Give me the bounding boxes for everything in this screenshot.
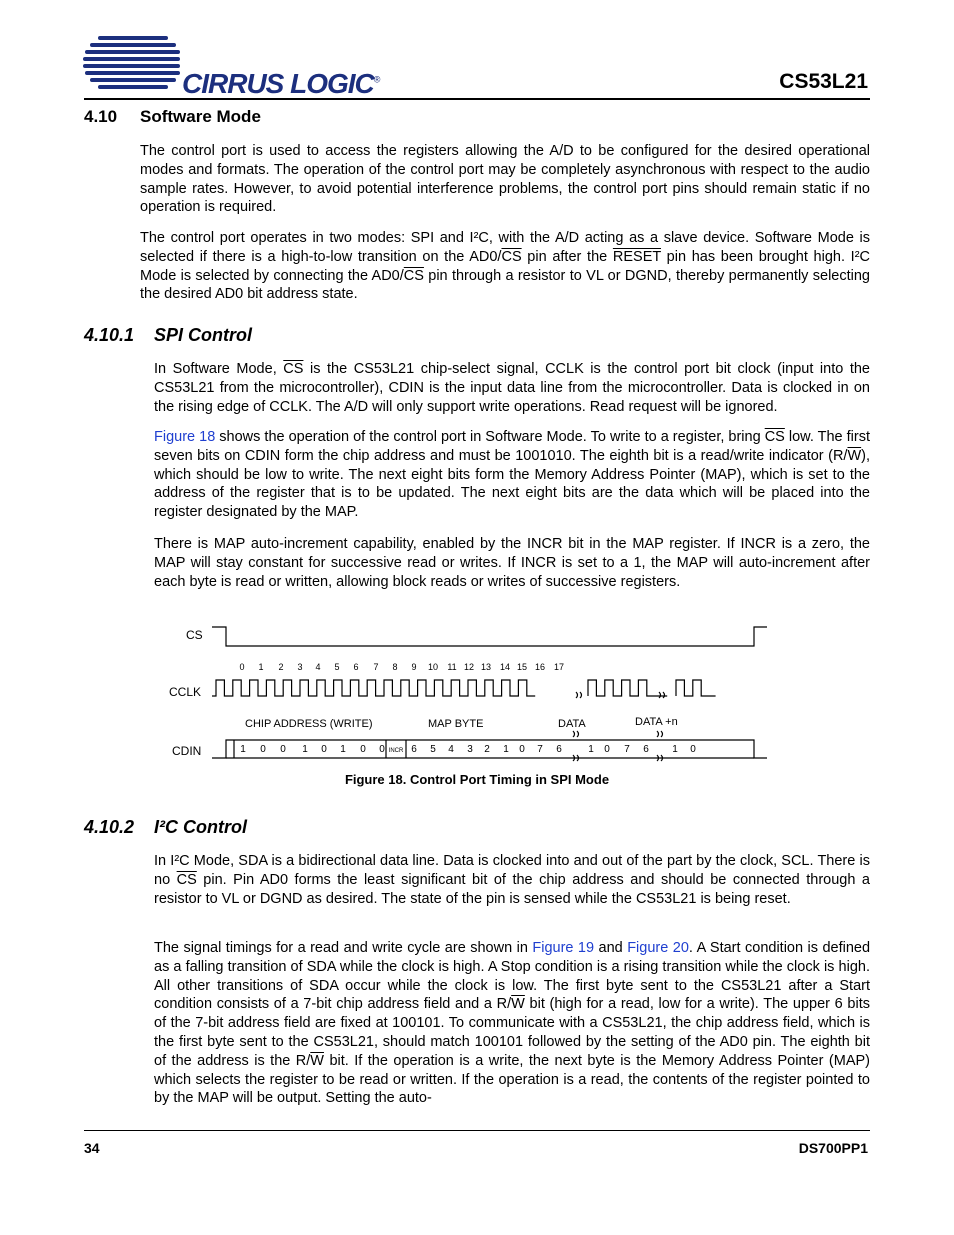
figure-caption: Figure 18. Control Port Timing in SPI Mode — [344, 772, 610, 787]
signal-label-cdin: CDIN — [172, 744, 202, 758]
clock-number: 14 — [499, 662, 511, 672]
footer-rule — [84, 1130, 870, 1131]
cclk-waveform-b — [588, 680, 667, 696]
chip-address-bit: 1 — [302, 744, 308, 755]
software-mode-paragraph-2: The control port operates in two modes: SPI and I²C, with the A/D acting as a slave device. Software Mode is selected if there is a high-to-low transition on the $AD0/\overline{CS}$ pin after the RESET pin has been brought high. I²C Mode is selected by connecting the $AD0/\overline{CS}$ pin through a resistor to VL or DGND, thereby permanently selecting the desired AD0 bit address state. — [140, 230, 871, 303]
cclk-waveform-c — [676, 680, 716, 696]
clock-number: 12 — [463, 662, 475, 672]
data-bit: 1 — [588, 744, 594, 755]
header-rule — [84, 98, 870, 100]
page-number: 34 — [84, 1140, 100, 1156]
map-bit: 0 — [519, 744, 525, 755]
clock-number: 6 — [353, 662, 359, 672]
section-heading: 4.10 Software Mode — [84, 107, 261, 126]
clock-number: 11 — [447, 662, 457, 672]
cclk-waveform-a — [212, 680, 535, 696]
chip-address-bit: 0 — [360, 744, 366, 755]
signal-label-cclk: CCLK — [169, 685, 202, 699]
map-bit: 1 — [503, 744, 509, 755]
data-n-bit: 7 — [624, 744, 630, 755]
field-label-chip-address: CHIP ADDRESS (WRITE) — [245, 718, 373, 730]
data-bit: 0 — [604, 744, 610, 755]
cs-waveform — [212, 627, 767, 646]
chip-address-bit: 0 — [321, 744, 327, 755]
chip-address-bit: 0 — [280, 744, 286, 755]
cirrus-logic-logo — [80, 30, 380, 100]
chip-address-bit: 1 — [240, 744, 246, 755]
break-mark — [659, 692, 665, 698]
map-bit: 2 — [484, 744, 490, 755]
i2c-control-heading: 4.10.2 I²C Control — [84, 817, 247, 837]
data-n-bit: 1 — [672, 744, 678, 755]
field-label-map-byte: MAP BYTE — [428, 718, 484, 730]
break-mark — [576, 692, 582, 698]
clock-number: 2 — [278, 662, 284, 672]
figure-19-link[interactable]: Figure 19 — [532, 940, 595, 956]
spi-timing-diagram — [160, 620, 780, 770]
spi-paragraph-1: In Software Mode, $\overline{CS}$ is the CS53L21 chip-select signal, CCLK is the control port bit clock (input into the CS53L21 from the microcontroller), CDIN is the input data line from the microcontroller. Data is clocked in on the rising edge of CCLK. The A/D will only support write operations. Read request will be ignored. — [154, 361, 871, 415]
map-bit: 4 — [448, 744, 454, 755]
chip-address-bit: 0 — [379, 744, 385, 755]
break-mark — [573, 731, 579, 737]
data-n-bit: 0 — [690, 744, 696, 755]
clock-number: 7 — [373, 662, 379, 672]
chip-address-bit: 1 — [340, 744, 346, 755]
figure-20-link[interactable]: Figure 20 — [627, 940, 689, 956]
clock-number: 3 — [297, 662, 303, 672]
map-bit: 3 — [467, 744, 473, 755]
clock-number: 1 — [258, 662, 264, 672]
data-bit: 7 — [537, 744, 543, 755]
software-mode-paragraph-1: The control port is used to access the registers allowing the A/D to be configured for the desired operational modes and formats. The operation of the control port may be completely asynchronous with respect to the audio sample rates. However, to avoid potential interference problems, the control port pins should remain static if no operation is required. — [140, 143, 870, 216]
i2c-paragraph-2: The signal timings for a read and write cycle are shown in Figure 19 and Figure 20. A Start condition is defined as a falling transition of SDA while the clock is high. A Stop condition is a rising transition while the clock is high. All other transitions of SDA occur while the clock is low. The first byte sent to the CS53L21 after a Start condition consists of a 7-bit chip address field and a $R/\overline{W}$ bit (high for a read, low for a write). The upper 6 bits of the 7-bit address field are fixed at 100101. To communicate with a CS53L21, the chip address field, which is the first byte sent to the CS53L21, should match 100101 followed by the setting of the AD0 pin. The eighth bit of the address is the $R/\overline{W}$ bit. If the operation is a write, the next byte is the Memory Address Pointer (MAP) which selects the register to be read or written. If the operation is a read, the contents of the register pointed to by the MAP will be output. Setting the auto- — [154, 940, 871, 1107]
field-label-data-n: DATA +n — [635, 716, 678, 728]
chip-address-bit: 0 — [260, 744, 266, 755]
field-label-data: DATA — [558, 718, 586, 730]
incr-bit-label: INCR — [388, 748, 404, 754]
clock-number: 13 — [480, 662, 492, 672]
logo-wordmark: CIRRUS LOGIC® — [182, 68, 380, 99]
spi-paragraph-3: There is MAP auto-increment capability, enabled by the INCR bit in the MAP register. If INCR is a zero, the MAP will stay constant for successive read or writes. If INCR is set to a 1, the MAP will auto-increment after each byte is read or written, allowing block reads or writes of successive registers. — [154, 536, 870, 590]
clock-number: 17 — [553, 662, 565, 672]
clock-number: 5 — [334, 662, 340, 672]
footer-doc-id: DS700PP1 — [798, 1140, 868, 1156]
data-n-bit: 6 — [643, 744, 649, 755]
clock-number: 4 — [315, 662, 321, 672]
document-title: CS53L21 — [779, 70, 868, 93]
break-mark — [657, 731, 663, 737]
i2c-paragraph-1: In I²C Mode, SDA is a bidirectional data line. Data is clocked into and out of the part by the clock, SCL. There is no $\overline{CS}$ pin. Pin AD0 forms the least significant bit of the chip address and should be connected through a resistor to VL or DGND as desired. The state of the pin is sensed while the CS53L21 is being reset. — [154, 853, 870, 907]
spi-paragraph-2: Figure 18 shows the operation of the control port in Software Mode. To write to a register, bring $\overline{CS}$ low. The first seven bits on CDIN form the chip address and must be 1001010. The eighth bit is a read/write indicator $(R/\overline{W})$, which should be low to write. The next eight bits form the Memory Address Pointer (MAP), which is set to the address of the register that is to be updated. The next eight bits are the data which will be placed into the register designated by the MAP. — [154, 429, 870, 521]
clock-number: 9 — [411, 662, 417, 672]
clock-number: 10 — [427, 662, 439, 672]
signal-label-cs: CS — [186, 628, 203, 642]
map-bit: 5 — [430, 744, 436, 755]
figure-18-link[interactable]: Figure 18 — [154, 429, 216, 445]
clock-number: 8 — [392, 662, 398, 672]
clock-number: 15 — [516, 662, 528, 672]
spi-control-heading: 4.10.1 SPI Control — [84, 325, 252, 345]
clock-number: 16 — [534, 662, 546, 672]
clock-number: 0 — [239, 662, 245, 672]
data-bit: 6 — [556, 744, 562, 755]
map-bit: 6 — [411, 744, 417, 755]
